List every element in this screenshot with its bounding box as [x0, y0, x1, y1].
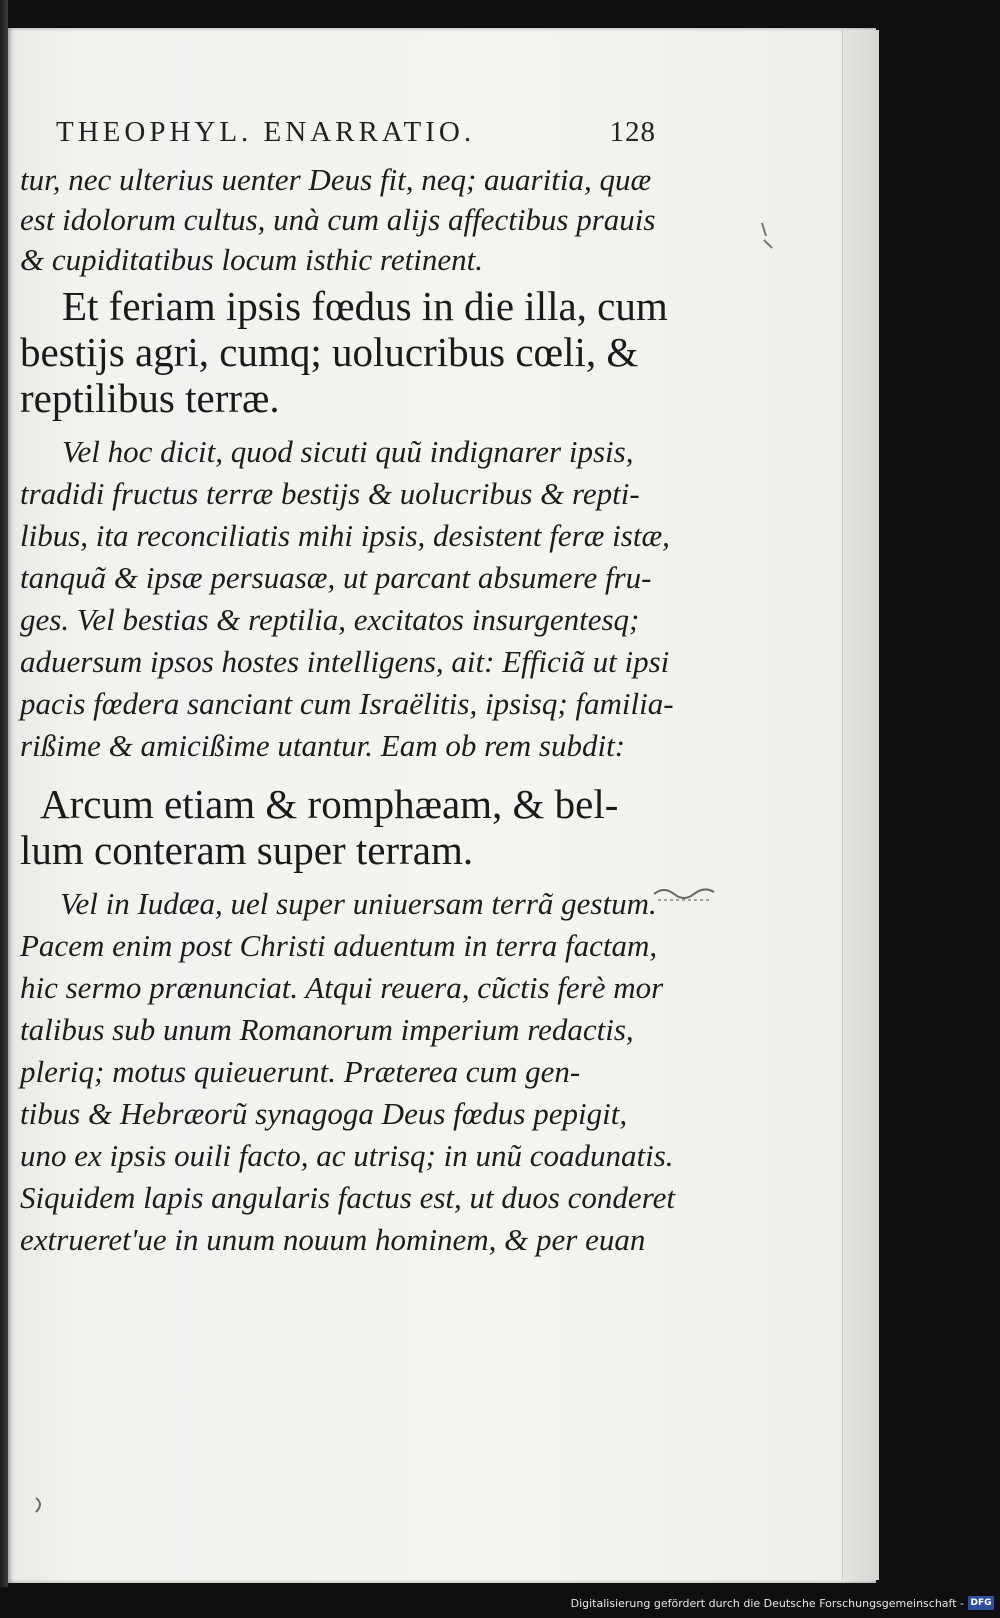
text-line: ges. Vel bestias & reptilia, excitatos insurgentesq;: [20, 602, 640, 637]
text-line: Vel hoc dicit, quod sicuti quũ indignarer ipsis,: [62, 434, 634, 469]
verse-line: Arcum etiam & romphæam, & bel-: [40, 781, 619, 827]
running-header: [56, 116, 656, 149]
text-line: extrueret'ue in unum nouum hominem, & per euan: [20, 1222, 646, 1257]
verse-line: lum conteram super terram.: [20, 827, 474, 873]
text-line: Pacem enim post Christi aduentum in terra factam,: [20, 928, 658, 963]
text-line: hic sermo prænunciat. Atqui reuera, cũctis ferè mor: [20, 970, 664, 1005]
text-line: aduersum ipsos hostes intelligens, ait: Efficiã ut ipsi: [20, 644, 670, 679]
verse-line: reptilibus terræ.: [20, 375, 280, 421]
text-line: tur, nec ulterius uenter Deus fit, neq; auaritia, quæ: [20, 162, 652, 197]
text-line: pleriq; motus quieuerunt. Præterea cum gen-: [20, 1054, 581, 1089]
show-through-mark: [650, 880, 720, 910]
text-line: rißime & amicißime utantur. Eam ob rem subdit:: [20, 728, 626, 763]
running-title: THEOPHYL. ENARRATIO.: [56, 116, 476, 148]
text-line: pacis fœdera sanciant cum Israëlitis, ipsisq; familia-: [20, 686, 674, 721]
verse-line: bestijs agri, cumq; uolucribus cœli, &: [20, 329, 639, 375]
text-line: tanquã & ipsæ persuasæ, ut parcant absumere fru-: [20, 560, 652, 595]
text-line: libus, ita reconciliatis mihi ipsis, desistent feræ istæ,: [20, 518, 670, 553]
show-through-mark: [32, 1494, 48, 1516]
text-line: Siquidem lapis angularis factus est, ut duos conderet: [20, 1180, 675, 1215]
show-through-mark: [752, 218, 782, 258]
verse-line: Et feriam ipsis fœdus in die illa, cum: [62, 283, 668, 329]
text-line: uno ex ipsis ouili facto, ac utrisq; in unũ coadunatis.: [20, 1138, 674, 1173]
text-line: Vel in Iudæa, uel super uniuersam terrã gestum.: [60, 886, 657, 921]
page-fore-edge: [842, 30, 879, 1580]
footer-credit: Digitalisierung gefördert durch die Deutsche Forschungsgemeinschaft -: [570, 1597, 964, 1610]
scan-left-edge: [0, 0, 8, 1618]
dfg-logo: DFG: [968, 1596, 994, 1610]
text-line: & cupiditatibus locum isthic retinent.: [20, 242, 483, 277]
digitization-footer: [0, 1587, 1000, 1618]
text-line: est idolorum cultus, unà cum alijs affectibus prauis: [20, 202, 656, 237]
text-line: tibus & Hebræorũ synagoga Deus fœdus pepigit,: [20, 1096, 628, 1131]
text-line: tradidi fructus terræ bestijs & uolucribus & repti-: [20, 476, 640, 511]
text-line: talibus sub unum Romanorum imperium redactis,: [20, 1012, 634, 1047]
page-number: 128: [609, 116, 656, 148]
